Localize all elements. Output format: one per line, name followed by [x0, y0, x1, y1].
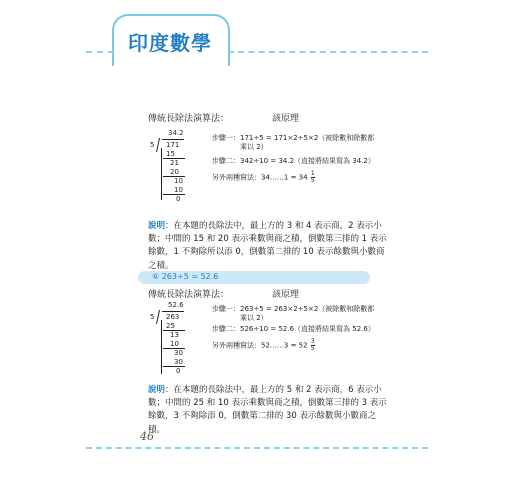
- division-row: 0: [176, 367, 181, 375]
- long-division-2: [148, 300, 198, 380]
- division-row: 10: [174, 177, 183, 185]
- step-one: [212, 305, 382, 324]
- explanation-1: [148, 220, 388, 273]
- fraction-numerator: 3: [310, 338, 315, 345]
- division-row: 20: [170, 168, 179, 176]
- step-two: 步驟二：342÷10 = 34.2（直接將結果寫為 34.2）: [212, 157, 375, 165]
- division-vertical-line: [161, 148, 162, 200]
- step-two: 步驟二：526÷10 = 52.6（直接將結果寫為 52.6）: [212, 325, 375, 333]
- division-row: 30: [174, 358, 183, 366]
- division-bracket: /: [156, 307, 161, 327]
- division-row: 13: [170, 331, 179, 339]
- division-row: 21: [170, 159, 179, 167]
- fraction-numerator: 1: [310, 170, 315, 177]
- division-vertical-line: [161, 320, 162, 374]
- principle-label: 該原理: [272, 114, 300, 124]
- alternative-notation-text: 另外兩種寫法：52……3 = 52: [212, 341, 308, 350]
- step-one-line2: 乘以 2）: [240, 314, 268, 323]
- footer-divider: [86, 447, 428, 449]
- division-row: 10: [174, 186, 183, 194]
- division-rule: [163, 366, 185, 367]
- step-one: [212, 134, 382, 153]
- header-divider-left: [86, 51, 114, 53]
- dividend: 171: [166, 141, 180, 149]
- alternative-notation: [212, 171, 382, 184]
- division-bracket: /: [156, 135, 161, 155]
- traditional-method-label: 傳統長除法演算法：: [148, 290, 230, 300]
- step-one-line1: 步驟一：171÷5 = 171×2÷5×2（被除數和除數都: [212, 134, 375, 142]
- header-divider-right: [228, 51, 428, 53]
- explanation-text: ：在本題的長除法中，最上方的 3 和 4 表示商，2 表示小數；中間的 15 和 20 表示乘數與商之積，倒數第三排的 1 表示餘數，1 不夠除所以添 0，倒數第二排的 10 表示餘數與小數商之積。: [148, 221, 387, 271]
- division-bar: [162, 311, 184, 312]
- alternative-notation: [212, 339, 382, 352]
- explanation-2: [148, 384, 388, 437]
- fraction-denominator: 5: [310, 345, 315, 352]
- explanation-label: 說明: [148, 221, 166, 231]
- divisor: 5: [150, 313, 155, 321]
- fraction: [311, 339, 315, 352]
- example-heading: ⑥ 263÷5 = 52.6: [152, 272, 219, 281]
- dividend: 263: [166, 313, 180, 321]
- division-row: 10: [170, 340, 179, 348]
- step-one-line2: 乘以 2）: [240, 143, 268, 152]
- division-row: 30: [174, 349, 183, 357]
- page-number: 46: [140, 430, 154, 443]
- division-rule: [163, 194, 185, 195]
- long-division-1: [148, 128, 198, 208]
- alternative-notation-text: 另外兩種寫法：34……1 = 34: [212, 173, 308, 182]
- quotient: 52.6: [168, 301, 184, 309]
- division-row: 0: [176, 195, 181, 203]
- quotient: 34.2: [168, 129, 184, 137]
- fraction: [311, 171, 315, 184]
- principle-label: 該原理: [272, 290, 300, 300]
- step-one-line1: 步驟一：263÷5 = 263×2÷5×2（被除數和除數都: [212, 305, 375, 313]
- division-row: 15: [166, 150, 175, 158]
- divisor: 5: [150, 141, 155, 149]
- division-bar: [162, 139, 184, 140]
- page-title: 印度數學: [128, 31, 212, 55]
- explanation-label: 說明: [148, 385, 166, 395]
- explanation-text: ：在本題的長除法中，最上方的 5 和 2 表示商，6 表示小數；中間的 25 和 10 表示乘數與商之積，倒數第三排的 3 表示餘數，3 不夠除添 0，倒數第二排的 30 表示餘數與小數商之積。: [148, 385, 387, 435]
- fraction-denominator: 5: [310, 177, 315, 184]
- traditional-method-label: 傳統長除法演算法：: [148, 114, 230, 124]
- division-row: 25: [166, 322, 175, 330]
